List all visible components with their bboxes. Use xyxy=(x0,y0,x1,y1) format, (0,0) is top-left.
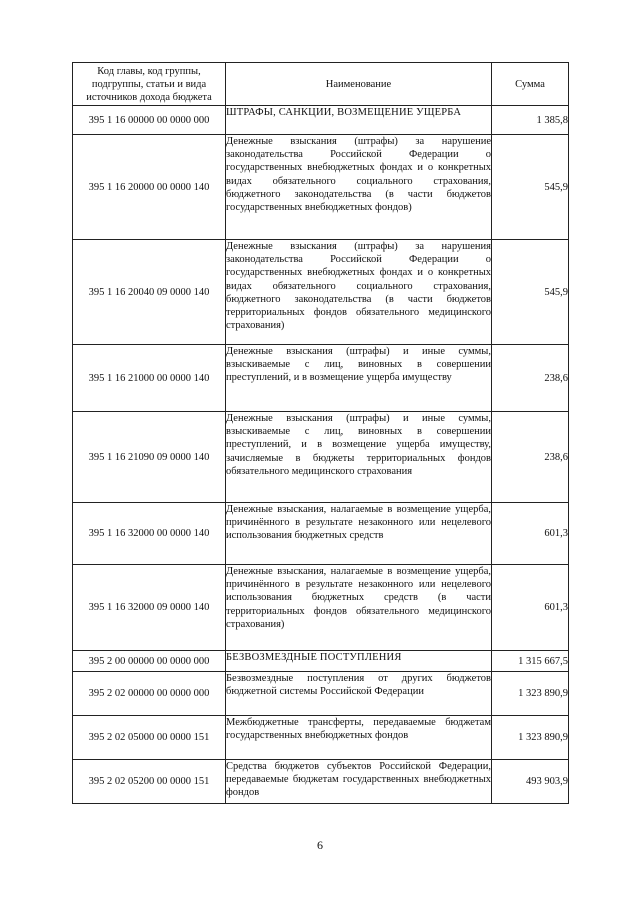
row-sum: 545,9 xyxy=(492,240,569,345)
row-sum: 1 323 890,9 xyxy=(492,672,569,716)
row-sum: 1 323 890,9 xyxy=(492,716,569,760)
table-row xyxy=(73,651,569,672)
row-code: 395 1 16 20040 09 0000 140 xyxy=(73,240,226,345)
row-sum: 493 903,9 xyxy=(492,760,569,804)
row-name: Денежные взыскания, налагаемые в возмещение ущерба, причинённого в результате незаконного или нецелевого использования бюджетных средств xyxy=(226,503,492,565)
row-name: БЕЗВОЗМЕЗДНЫЕ ПОСТУПЛЕНИЯ xyxy=(226,651,492,672)
row-code: 395 2 02 05000 00 0000 151 xyxy=(73,716,226,760)
row-sum: 238,6 xyxy=(492,412,569,503)
row-name: Межбюджетные трансферты, передаваемые бюджетам государственных внебюджетных фондов xyxy=(226,716,492,760)
row-sum: 601,3 xyxy=(492,565,569,651)
row-name: Безвозмездные поступления от других бюджетов бюджетной системы Российской Федерации xyxy=(226,672,492,716)
table-row xyxy=(73,503,569,565)
row-code: 395 1 16 32000 09 0000 140 xyxy=(73,565,226,651)
table-row xyxy=(73,106,569,135)
row-code: 395 2 02 05200 00 0000 151 xyxy=(73,760,226,804)
table-header-row xyxy=(73,63,569,106)
table-row xyxy=(73,240,569,345)
row-name: Денежные взыскания (штрафы) за нарушение законодательства Российской Федерации о государственных внебюджетных фондах и о конкретных видах обязательного социального страхования, бюджетного законодательства (в части бюджетов государственных внебюджетных фондов) xyxy=(226,135,492,240)
header-name: Наименование xyxy=(226,63,492,106)
row-code: 395 2 00 00000 00 0000 000 xyxy=(73,651,226,672)
row-name: Денежные взыскания (штрафы) за нарушения законодательства Российской Федерации о государственных внебюджетных фондах и о конкретных видах обязательного социального страхования, бюджетного законодательства (в части бюджетов территориальных фондов обязательного медицинского страхования) xyxy=(226,240,492,345)
page-number: 6 xyxy=(317,838,323,852)
row-code: 395 1 16 32000 00 0000 140 xyxy=(73,503,226,565)
table-row xyxy=(73,672,569,716)
row-sum: 601,3 xyxy=(492,503,569,565)
row-name: Денежные взыскания, налагаемые в возмещение ущерба, причинённого в результате незаконного или нецелевого использования бюджетных средств (в части территориальных фондов обязательного медицинского страхования) xyxy=(226,565,492,651)
header-sum: Сумма xyxy=(492,63,569,106)
table-row xyxy=(73,135,569,240)
row-sum: 1 315 667,5 xyxy=(492,651,569,672)
table-row xyxy=(73,412,569,503)
table-row xyxy=(73,716,569,760)
row-sum: 238,6 xyxy=(492,345,569,412)
row-code: 395 2 02 00000 00 0000 000 xyxy=(73,672,226,716)
row-code: 395 1 16 20000 00 0000 140 xyxy=(73,135,226,240)
row-code: 395 1 16 00000 00 0000 000 xyxy=(73,106,226,135)
row-sum: 545,9 xyxy=(492,135,569,240)
row-name: Средства бюджетов субъектов Российской Федерации, передаваемые бюджетам государственных внебюджетных фондов xyxy=(226,760,492,804)
row-code: 395 1 16 21090 09 0000 140 xyxy=(73,412,226,503)
table-row xyxy=(73,565,569,651)
row-sum: 1 385,8 xyxy=(492,106,569,135)
row-name: ШТРАФЫ, САНКЦИИ, ВОЗМЕЩЕНИЕ УЩЕРБА xyxy=(226,106,492,135)
header-code: Код главы, код группы, подгруппы, статьи и вида источников дохода бюджета xyxy=(73,63,226,106)
budget-revenue-table xyxy=(72,62,569,804)
table-row xyxy=(73,760,569,804)
row-name: Денежные взыскания (штрафы) и иные суммы, взыскиваемые с лиц, виновных в совершении преступлений, и в возмещение ущерба имуществу, зачисляемые в бюджеты территориальных фондов обязательного медицинского страхования xyxy=(226,412,492,503)
row-name: Денежные взыскания (штрафы) и иные суммы, взыскиваемые с лиц, виновных в совершении преступлений, и в возмещение ущерба имуществу xyxy=(226,345,492,412)
table-row xyxy=(73,345,569,412)
row-code: 395 1 16 21000 00 0000 140 xyxy=(73,345,226,412)
